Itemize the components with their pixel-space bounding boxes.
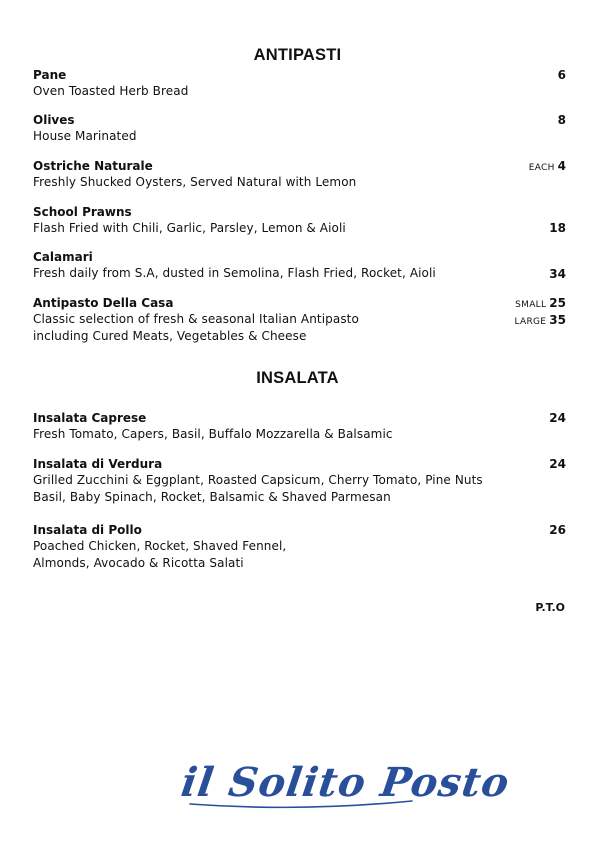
price-value: 35: [549, 313, 566, 327]
menu-item-ostriche-naturale: [33, 158, 566, 191]
item-description: including Cured Meats, Vegetables & Cheese: [33, 328, 307, 343]
item-description: Classic selection of fresh & seasonal Italian Antipasto: [33, 312, 359, 326]
item-name: Olives: [33, 113, 75, 127]
item-price: [558, 67, 566, 83]
item-price: [549, 522, 566, 538]
menu-item-calamari: [33, 249, 566, 282]
menu-item-olives: [33, 112, 566, 145]
price-value: 34: [549, 267, 566, 281]
section-title-insalata: INSALATA: [256, 369, 339, 387]
item-price-small: [515, 295, 566, 313]
item-name: Ostriche Naturale: [33, 159, 153, 173]
item-description: Almonds, Avocado & Ricotta Salati: [33, 555, 244, 570]
logo-text: il Solito Posto: [178, 759, 513, 806]
price-value: 25: [549, 296, 566, 310]
item-description: Freshly Shucked Oysters, Served Natural with Lemon: [33, 175, 357, 189]
menu-item-pane: [33, 67, 566, 100]
item-description: Flash Fried with Chili, Garlic, Parsley, Lemon & Aioli: [33, 221, 346, 235]
price-value: 18: [549, 221, 566, 235]
item-description: Poached Chicken, Rocket, Shaved Fennel,: [33, 539, 287, 553]
item-price-large: [515, 312, 567, 330]
item-description: Fresh Tomato, Capers, Basil, Buffalo Mozzarella & Balsamic: [33, 427, 393, 441]
item-name: School Prawns: [33, 205, 132, 219]
item-name: Insalata di Pollo: [33, 523, 142, 537]
item-name: Pane: [33, 68, 67, 82]
item-description: Grilled Zucchini & Eggplant, Roasted Capsicum, Cherry Tomato, Pine Nuts: [33, 473, 483, 487]
menu-item-insalata-di-pollo: [33, 522, 566, 571]
item-name: Insalata Caprese: [33, 411, 147, 425]
price-value: 6: [557, 68, 566, 82]
price-value: 24: [549, 457, 566, 471]
item-description: Oven Toasted Herb Bread: [33, 84, 189, 98]
item-name: Antipasto Della Casa: [33, 296, 174, 310]
item-price: [529, 158, 566, 176]
item-description: Fresh daily from S.A, dusted in Semolina, Flash Fried, Rocket, Aioli: [33, 266, 436, 280]
price-value: 8: [557, 113, 566, 127]
item-description: House Marinated: [33, 129, 137, 143]
section-title-antipasti: ANTIPASTI: [253, 46, 342, 64]
price-value: 24: [549, 411, 566, 425]
item-name: Insalata di Verdura: [33, 457, 163, 471]
price-value: 26: [549, 523, 566, 537]
menu-item-insalata-caprese: [33, 410, 566, 443]
menu-item-school-prawns: [33, 204, 566, 237]
il-solito-posto-logo: [178, 752, 513, 814]
item-price: [549, 220, 566, 236]
price-label: SMALL: [515, 300, 547, 310]
item-price: [549, 456, 566, 472]
price-value: 4: [557, 159, 566, 173]
price-label: EACH: [528, 163, 555, 173]
item-price: [549, 410, 566, 426]
item-price: [549, 266, 566, 282]
please-turn-over-note: P.T.O: [535, 601, 565, 614]
price-label: LARGE: [514, 317, 547, 327]
menu-item-insalata-di-verdura: [33, 456, 566, 505]
item-description: Basil, Baby Spinach, Rocket, Balsamic & Shaved Parmesan: [33, 489, 391, 504]
item-name: Calamari: [33, 250, 93, 264]
item-price: [558, 112, 566, 128]
menu-item-antipasto-della-casa: [33, 295, 566, 344]
